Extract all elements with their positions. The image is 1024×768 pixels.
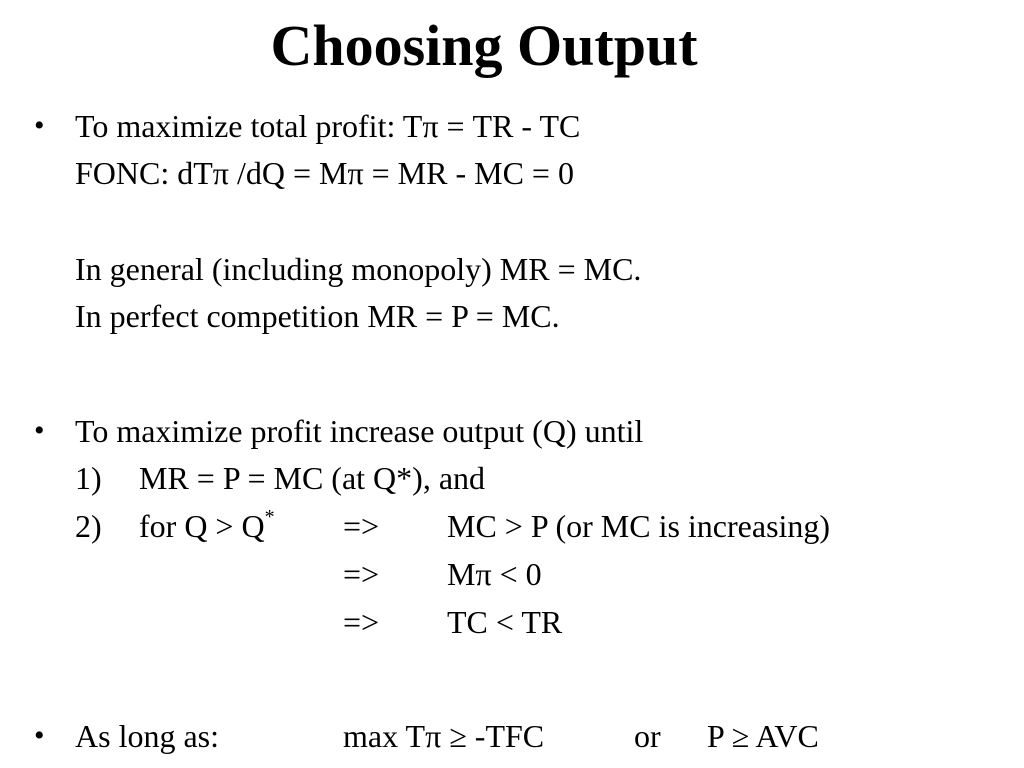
condition-two-text: for Q > Q [139, 508, 265, 544]
general-rule: In general (including monopoly) MR = MC. [75, 251, 642, 287]
result-marginal-profit: Mπ < 0 [447, 556, 542, 592]
bullet-point: • [34, 109, 45, 142]
maximize-profit-intro: To maximize profit increase output (Q) until [75, 413, 644, 449]
superscript-star: * [264, 506, 275, 528]
implies-arrow: => [343, 556, 380, 592]
bullet-point: • [34, 414, 45, 447]
result-tc-less-tr: TC < TR [447, 604, 563, 640]
item-number: 2) [75, 508, 102, 544]
item-number: 1) [75, 460, 102, 496]
profit-definition: To maximize total profit: Tπ = TR - TC [75, 108, 581, 144]
result-mc-greater-p: MC > P (or MC is increasing) [447, 508, 831, 544]
implies-arrow: => [343, 604, 380, 640]
condition-max-profit: max Tπ ≥ -TFC [343, 718, 545, 754]
condition-one: MR = P = MC (at Q*), and [139, 460, 486, 496]
slide-title: Choosing Output [270, 13, 698, 78]
implies-arrow: => [343, 508, 380, 544]
or-word: or [634, 718, 661, 754]
condition-two [139, 506, 275, 546]
condition-price-avc: P ≥ AVC [707, 718, 819, 754]
fonc-equation: FONC: dTπ /dQ = Mπ = MR - MC = 0 [75, 155, 574, 191]
bullet-point: • [34, 719, 45, 752]
perfect-competition-rule: In perfect competition MR = P = MC. [75, 298, 560, 334]
as-long-as-label: As long as: [75, 718, 219, 754]
